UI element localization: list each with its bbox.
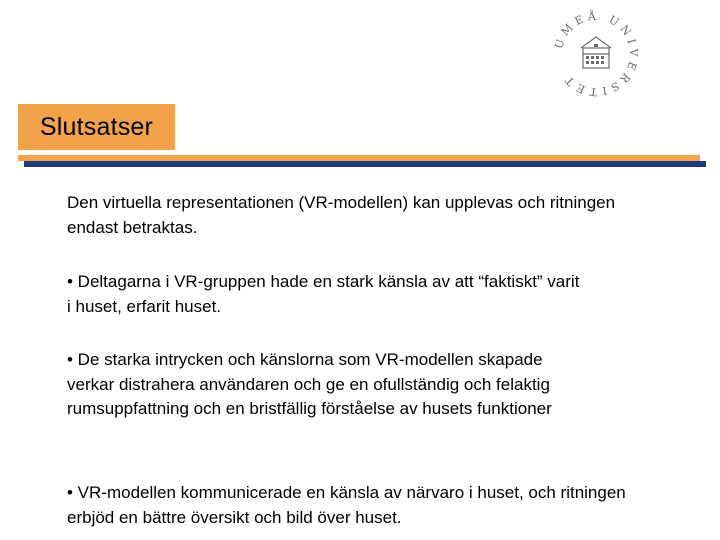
title-rule-shadow xyxy=(24,161,706,167)
paragraph-1: Den virtuella representationen (VR-modellen) kan upplevas och ritningen endast betraktas. xyxy=(67,193,616,237)
paragraph-4: • VR-modellen kommunicerade en känsla av närvaro i huset, och ritningen erbjöd en bättre översikt och bild över huset. xyxy=(67,483,626,527)
title-box xyxy=(18,104,175,150)
title-rule xyxy=(18,155,700,161)
university-seal-icon xyxy=(548,6,644,102)
paragraph-2: • Deltagarna i VR-gruppen hade en stark känsla av att “faktiskt” varit i huset, erfarit huset. xyxy=(67,272,580,316)
slide-title: Slutsatser xyxy=(39,112,154,141)
paragraph-3: • De starka intrycken och känslorna som VR-modellen skapade verkar distrahera användaren och ge en ofullständig och felaktig rumsuppfattning och en bristfällig förståelse av husets funktioner xyxy=(67,350,552,418)
logo-ring-text: UMEÅ UNIVERSITET xyxy=(552,9,641,99)
